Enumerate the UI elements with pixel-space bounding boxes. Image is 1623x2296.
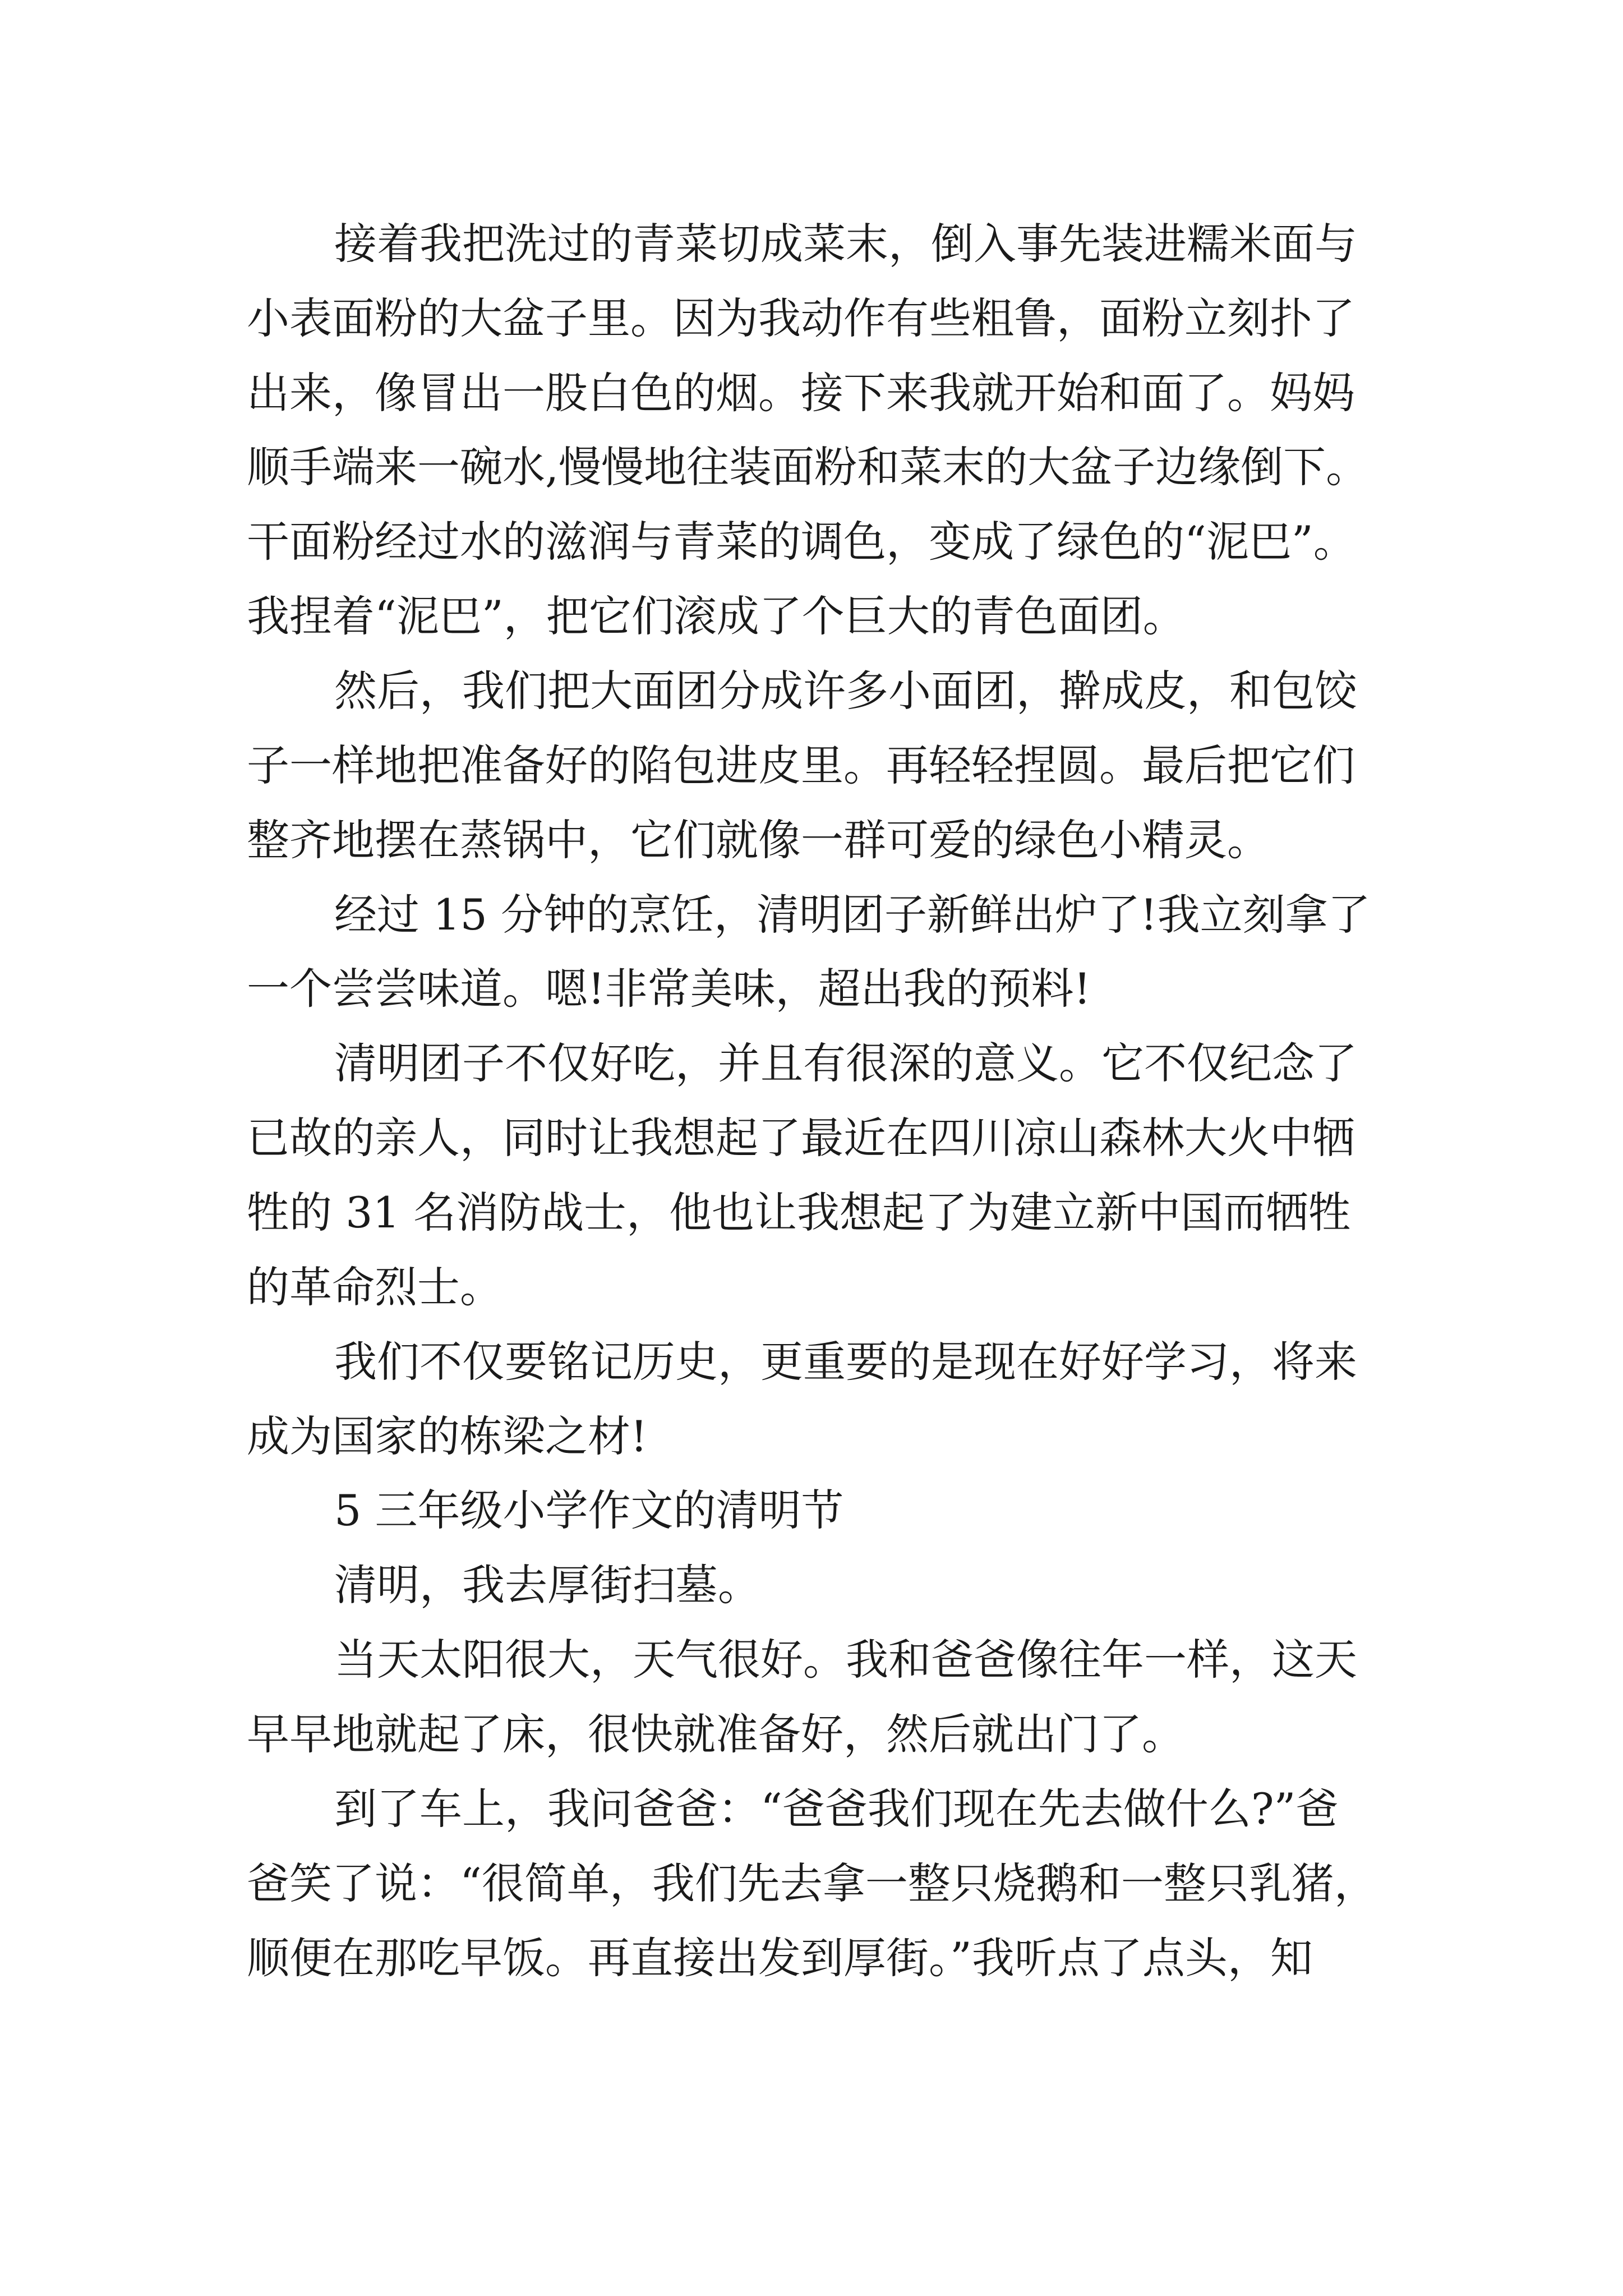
- text-line: 子一样地把准备好的陷包进皮里。再轻轻捏圆。最后把它们: [247, 740, 1355, 790]
- text-line: 经过 15 分钟的烹饪，清明团子新鲜出炉了!我立刻拿了: [334, 890, 1371, 940]
- text-line: 一个尝尝味道。嗯!非常美味，超出我的预料!: [247, 964, 1091, 1014]
- text-line: 的革命烈士。: [247, 1262, 502, 1312]
- text-line: 干面粉经过水的滋润与青菜的调色，变成了绿色的“泥巴”。: [247, 517, 1356, 567]
- text-line: 顺手端来一碗水,慢慢地往装面粉和菜末的大盆子边缘倒下。: [247, 442, 1369, 492]
- text-line: 整齐地摆在蒸锅中，它们就像一群可爱的绿色小精灵。: [247, 815, 1270, 865]
- text-line: 小表面粉的大盆子里。因为我动作有些粗鲁，面粉立刻扑了: [247, 293, 1355, 343]
- section-heading: 5 三年级小学作文的清明节: [334, 1485, 844, 1535]
- text-line: 已故的亲人，同时让我想起了最近在四川凉山森林大火中牺: [247, 1113, 1355, 1163]
- text-line: 清明团子不仅好吃，并且有很深的意义。它不仅纪念了: [334, 1038, 1357, 1088]
- text-line: 接着我把洗过的青菜切成菜末，倒入事先装进糯米面与: [334, 219, 1357, 269]
- text-line: 当天太阳很大，天气很好。我和爸爸像往年一样，这天: [334, 1635, 1357, 1685]
- text-line: 早早地就起了床，很快就准备好，然后就出门了。: [247, 1709, 1184, 1759]
- text-line: 清明，我去厚街扫墓。: [334, 1560, 760, 1610]
- text-line: 牲的 31 名消防战士，他也让我想起了为建立新中国而牺牲: [247, 1188, 1352, 1237]
- text-line: 爸笑了说：“很简单，我们先去拿一整只烧鹅和一整只乳猪，: [247, 1858, 1377, 1908]
- text-line: 顺便在那吃早饭。再直接出发到厚街。”我听点了点头，知: [247, 1933, 1313, 1983]
- text-line: 出来，像冒出一股白色的烟。接下来我就开始和面了。妈妈: [247, 368, 1355, 418]
- text-line: 我们不仅要铭记历史，更重要的是现在好好学习，将来: [334, 1337, 1357, 1387]
- text-line: 成为国家的栋梁之材!: [247, 1411, 648, 1461]
- text-line: 我捏着“泥巴”，把它们滚成了个巨大的青色面团。: [247, 591, 1186, 641]
- text-line: 到了车上，我问爸爸：“爸爸我们现在先去做什么?”爸: [334, 1784, 1339, 1834]
- text-line: 然后，我们把大面团分成许多小面团，擀成皮，和包饺: [334, 666, 1357, 716]
